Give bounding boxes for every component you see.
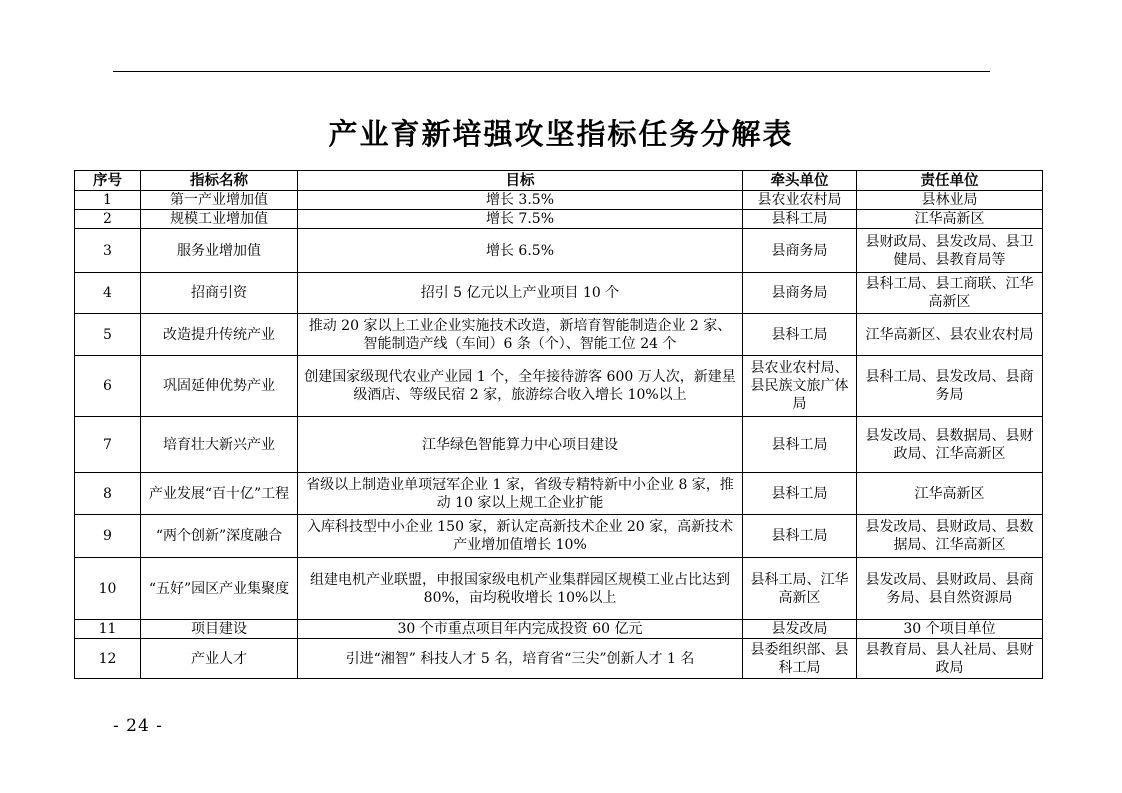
cell-lead: 县农业农村局、县民族文旅广体局	[743, 356, 857, 417]
cell-resp: 县发改局、县财政局、县商务局、县自然资源局	[857, 558, 1043, 620]
cell-name: 改造提升传统产业	[141, 314, 298, 356]
cell-name: 巩固延伸优势产业	[141, 356, 298, 417]
table-row	[75, 639, 1043, 679]
cell-name: 规模工业增加值	[141, 210, 298, 229]
cell-lead: 县科工局、江华高新区	[743, 558, 857, 620]
cell-target: 推动 20 家以上工业企业实施技术改造，新培育智能制造企业 2 家、智能制造产线（车间）6 条（个）、智能工位 24 个	[298, 314, 743, 356]
cell-lead: 县科工局	[743, 210, 857, 229]
cell-seq: 7	[75, 417, 141, 473]
header-lead: 牵头单位	[743, 171, 857, 191]
cell-seq: 4	[75, 273, 141, 314]
cell-name: 产业人才	[141, 639, 298, 679]
cell-target: 入库科技型中小企业 150 家，新认定高新技术企业 20 家，高新技术产业增加值增长 10%	[298, 515, 743, 558]
table-row	[75, 273, 1043, 314]
cell-resp: 县发改局、县数据局、县财政局、江华高新区	[857, 417, 1043, 473]
cell-target: 组建电机产业联盟，申报国家级电机产业集群园区规模工业占比达到 80%，亩均税收增长 10%以上	[298, 558, 743, 620]
table-row	[75, 356, 1043, 417]
cell-name: “两个创新”深度融合	[141, 515, 298, 558]
header-name: 指标名称	[141, 171, 298, 191]
header-target: 目标	[298, 171, 743, 191]
cell-name: 培育壮大新兴产业	[141, 417, 298, 473]
cell-target: 引进“湘智” 科技人才 5 名，培育省“三尖”创新人才 1 名	[298, 639, 743, 679]
cell-resp: 县财政局、县发改局、县卫健局、县教育局等	[857, 229, 1043, 273]
cell-target: 江华绿色智能算力中心项目建设	[298, 417, 743, 473]
cell-target: 增长 3.5%	[298, 191, 743, 210]
cell-lead: 县发改局	[743, 620, 857, 639]
cell-name: 项目建设	[141, 620, 298, 639]
table-row	[75, 515, 1043, 558]
cell-seq: 10	[75, 558, 141, 620]
cell-lead: 县商务局	[743, 229, 857, 273]
cell-target: 招引 5 亿元以上产业项目 10 个	[298, 273, 743, 314]
cell-seq: 6	[75, 356, 141, 417]
cell-resp: 县科工局、县工商联、江华高新区	[857, 273, 1043, 314]
cell-resp: 县发改局、县财政局、县数据局、江华高新区	[857, 515, 1043, 558]
cell-resp: 江华高新区、县农业农村局	[857, 314, 1043, 356]
table-row	[75, 473, 1043, 515]
cell-resp: 江华高新区	[857, 210, 1043, 229]
cell-lead: 县委组织部、县科工局	[743, 639, 857, 679]
table-row	[75, 191, 1043, 210]
cell-target: 创建国家级现代农业产业园 1 个，全年接待游客 600 万人次，新建星级酒店、等级民宿 2 家，旅游综合收入增长 10%以上	[298, 356, 743, 417]
header-seq: 序号	[75, 171, 141, 191]
page-number: - 24 -	[113, 716, 163, 736]
cell-seq: 11	[75, 620, 141, 639]
cell-name: 第一产业增加值	[141, 191, 298, 210]
table-row	[75, 229, 1043, 273]
cell-seq: 12	[75, 639, 141, 679]
cell-lead: 县科工局	[743, 473, 857, 515]
cell-target: 增长 7.5%	[298, 210, 743, 229]
cell-lead: 县科工局	[743, 314, 857, 356]
table-row	[75, 314, 1043, 356]
header-rule	[113, 71, 990, 72]
cell-resp: 县林业局	[857, 191, 1043, 210]
cell-lead: 县农业农村局	[743, 191, 857, 210]
header-resp: 责任单位	[857, 171, 1043, 191]
table-header-row	[75, 171, 1043, 191]
table-row	[75, 558, 1043, 620]
cell-target: 省级以上制造业单项冠军企业 1 家，省级专精特新中小企业 8 家，推动 10 家以上规工企业扩能	[298, 473, 743, 515]
cell-target: 增长 6.5%	[298, 229, 743, 273]
cell-name: 招商引资	[141, 273, 298, 314]
cell-seq: 8	[75, 473, 141, 515]
task-table	[74, 170, 1043, 679]
table-row	[75, 417, 1043, 473]
cell-seq: 9	[75, 515, 141, 558]
cell-seq: 3	[75, 229, 141, 273]
cell-seq: 1	[75, 191, 141, 210]
cell-seq: 2	[75, 210, 141, 229]
page-title: 产业育新培强攻坚指标任务分解表	[328, 117, 794, 151]
cell-resp: 县教育局、县人社局、县财政局	[857, 639, 1043, 679]
cell-target: 30 个市重点项目年内完成投资 60 亿元	[298, 620, 743, 639]
table-body	[75, 191, 1043, 679]
cell-resp: 江华高新区	[857, 473, 1043, 515]
cell-lead: 县商务局	[743, 273, 857, 314]
cell-name: 服务业增加值	[141, 229, 298, 273]
cell-lead: 县科工局	[743, 417, 857, 473]
cell-lead: 县科工局	[743, 515, 857, 558]
cell-name: 产业发展“百十亿”工程	[141, 473, 298, 515]
cell-seq: 5	[75, 314, 141, 356]
table-row	[75, 620, 1043, 639]
cell-resp: 县科工局、县发改局、县商务局	[857, 356, 1043, 417]
cell-name: “五好”园区产业集聚度	[141, 558, 298, 620]
table-row	[75, 210, 1043, 229]
cell-resp: 30 个项目单位	[857, 620, 1043, 639]
